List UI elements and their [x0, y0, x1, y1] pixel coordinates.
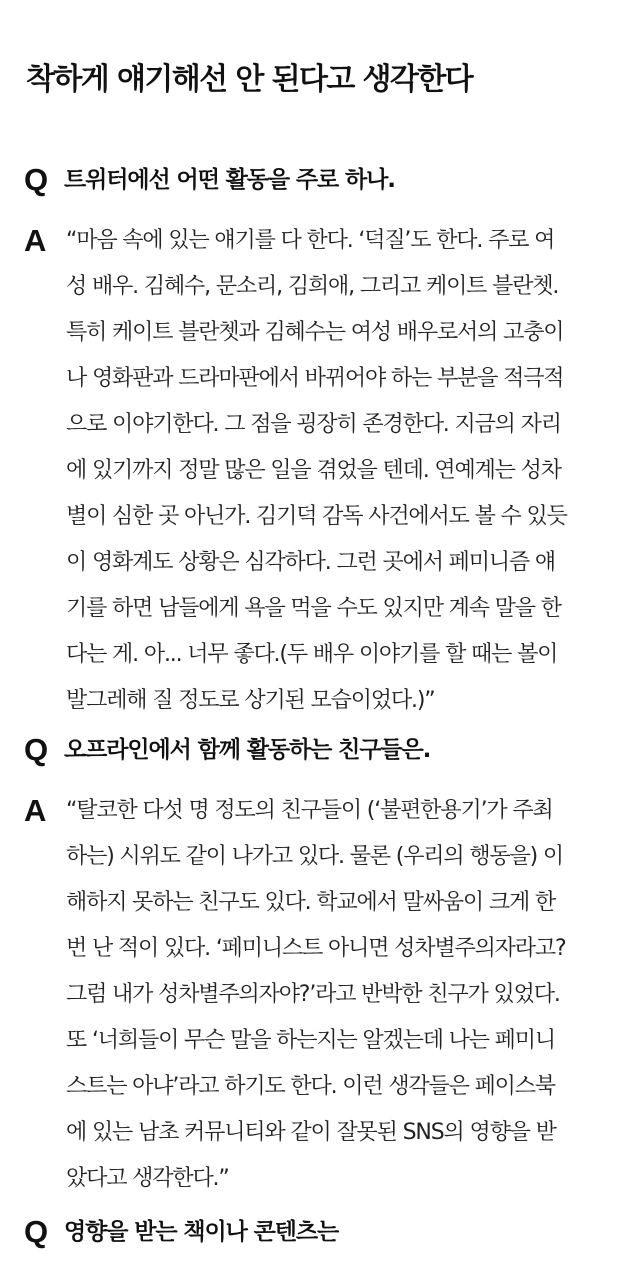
question-marker: Q — [24, 732, 49, 767]
answer-line: 별이 심한 곳 아닌가. 김기덕 감독 사건에서도 볼 수 있듯 — [66, 504, 567, 529]
answer-marker: A — [24, 223, 47, 258]
answer-line: 으로 이야기한다. 그 점을 굉장히 존경한다. 지금의 자리 — [66, 412, 561, 437]
question-text: 오프라인에서 함께 활동하는 친구들은. — [64, 737, 431, 763]
answer-line: “탈코한 다섯 명 정도의 친구들이 (‘불편한용기’가 주최 — [66, 798, 553, 823]
question-text: 트위터에선 어떤 활동을 주로 하나. — [64, 167, 395, 193]
answer-line: 또 ‘너희들이 무슨 말을 하는지는 알겠는데 나는 페미니 — [66, 1028, 555, 1053]
answer-line: 그럼 내가 성차별주의자야?’라고 반박한 친구가 있었다. — [66, 982, 560, 1007]
answer-line: 에 있기까지 정말 많은 일을 겪었을 텐데. 연예계는 성차 — [66, 458, 561, 483]
answer-line: 기를 하면 남들에게 욕을 먹을 수도 있지만 계속 말을 한 — [66, 596, 561, 621]
question-text: 영향을 받는 책이나 콘텐츠는 — [64, 1219, 339, 1245]
answer-marker: A — [24, 793, 47, 828]
answer-line: 발그레해 질 정도로 상기된 모습이었다.)” — [66, 688, 435, 713]
answer-line: 스트는 아냐’라고 하기도 한다. 이런 생각들은 페이스북 — [66, 1074, 555, 1099]
answer-line: 이 영화계도 상황은 심각하다. 그런 곳에서 페미니즘 얘 — [66, 550, 555, 575]
answer-line: 하는) 시위도 같이 나가고 있다. 물론 (우리의 행동을) 이 — [66, 844, 564, 869]
answer-text — [66, 218, 614, 724]
answer-line: “마음 속에 있는 얘기를 다 한다. ‘덕질’도 한다. 주로 여 — [66, 228, 555, 253]
question-marker: Q — [24, 1214, 49, 1249]
answer-line: 에 있는 남초 커뮤니티와 같이 잘못된 SNS의 영향을 받 — [66, 1120, 556, 1145]
answer-text — [66, 788, 614, 1202]
answer-line: 특히 케이트 블란쳇과 김혜수는 여성 배우로서의 고충이 — [66, 320, 564, 345]
answer-line: 나 영화판과 드라마판에서 바뀌어야 하는 부분을 적극적 — [66, 366, 564, 391]
answer-line: 해하지 못하는 친구도 있다. 학교에서 말싸움이 크게 한 — [66, 890, 555, 915]
section-title: 착하게 얘기해선 안 된다고 생각한다 — [26, 62, 473, 97]
answer-line: 다는 게. 아... 너무 좋다.(두 배우 이야기를 할 때는 볼이 — [66, 642, 558, 667]
question-marker: Q — [24, 162, 49, 197]
answer-line: 았다고 생각한다.” — [66, 1166, 229, 1191]
answer-line: 성 배우. 김혜수, 문소리, 김희애, 그리고 케이트 블란쳇. — [66, 274, 559, 299]
answer-line: 번 난 적이 있다. ‘페미니스트 아니면 성차별주의자라고? — [66, 936, 566, 961]
